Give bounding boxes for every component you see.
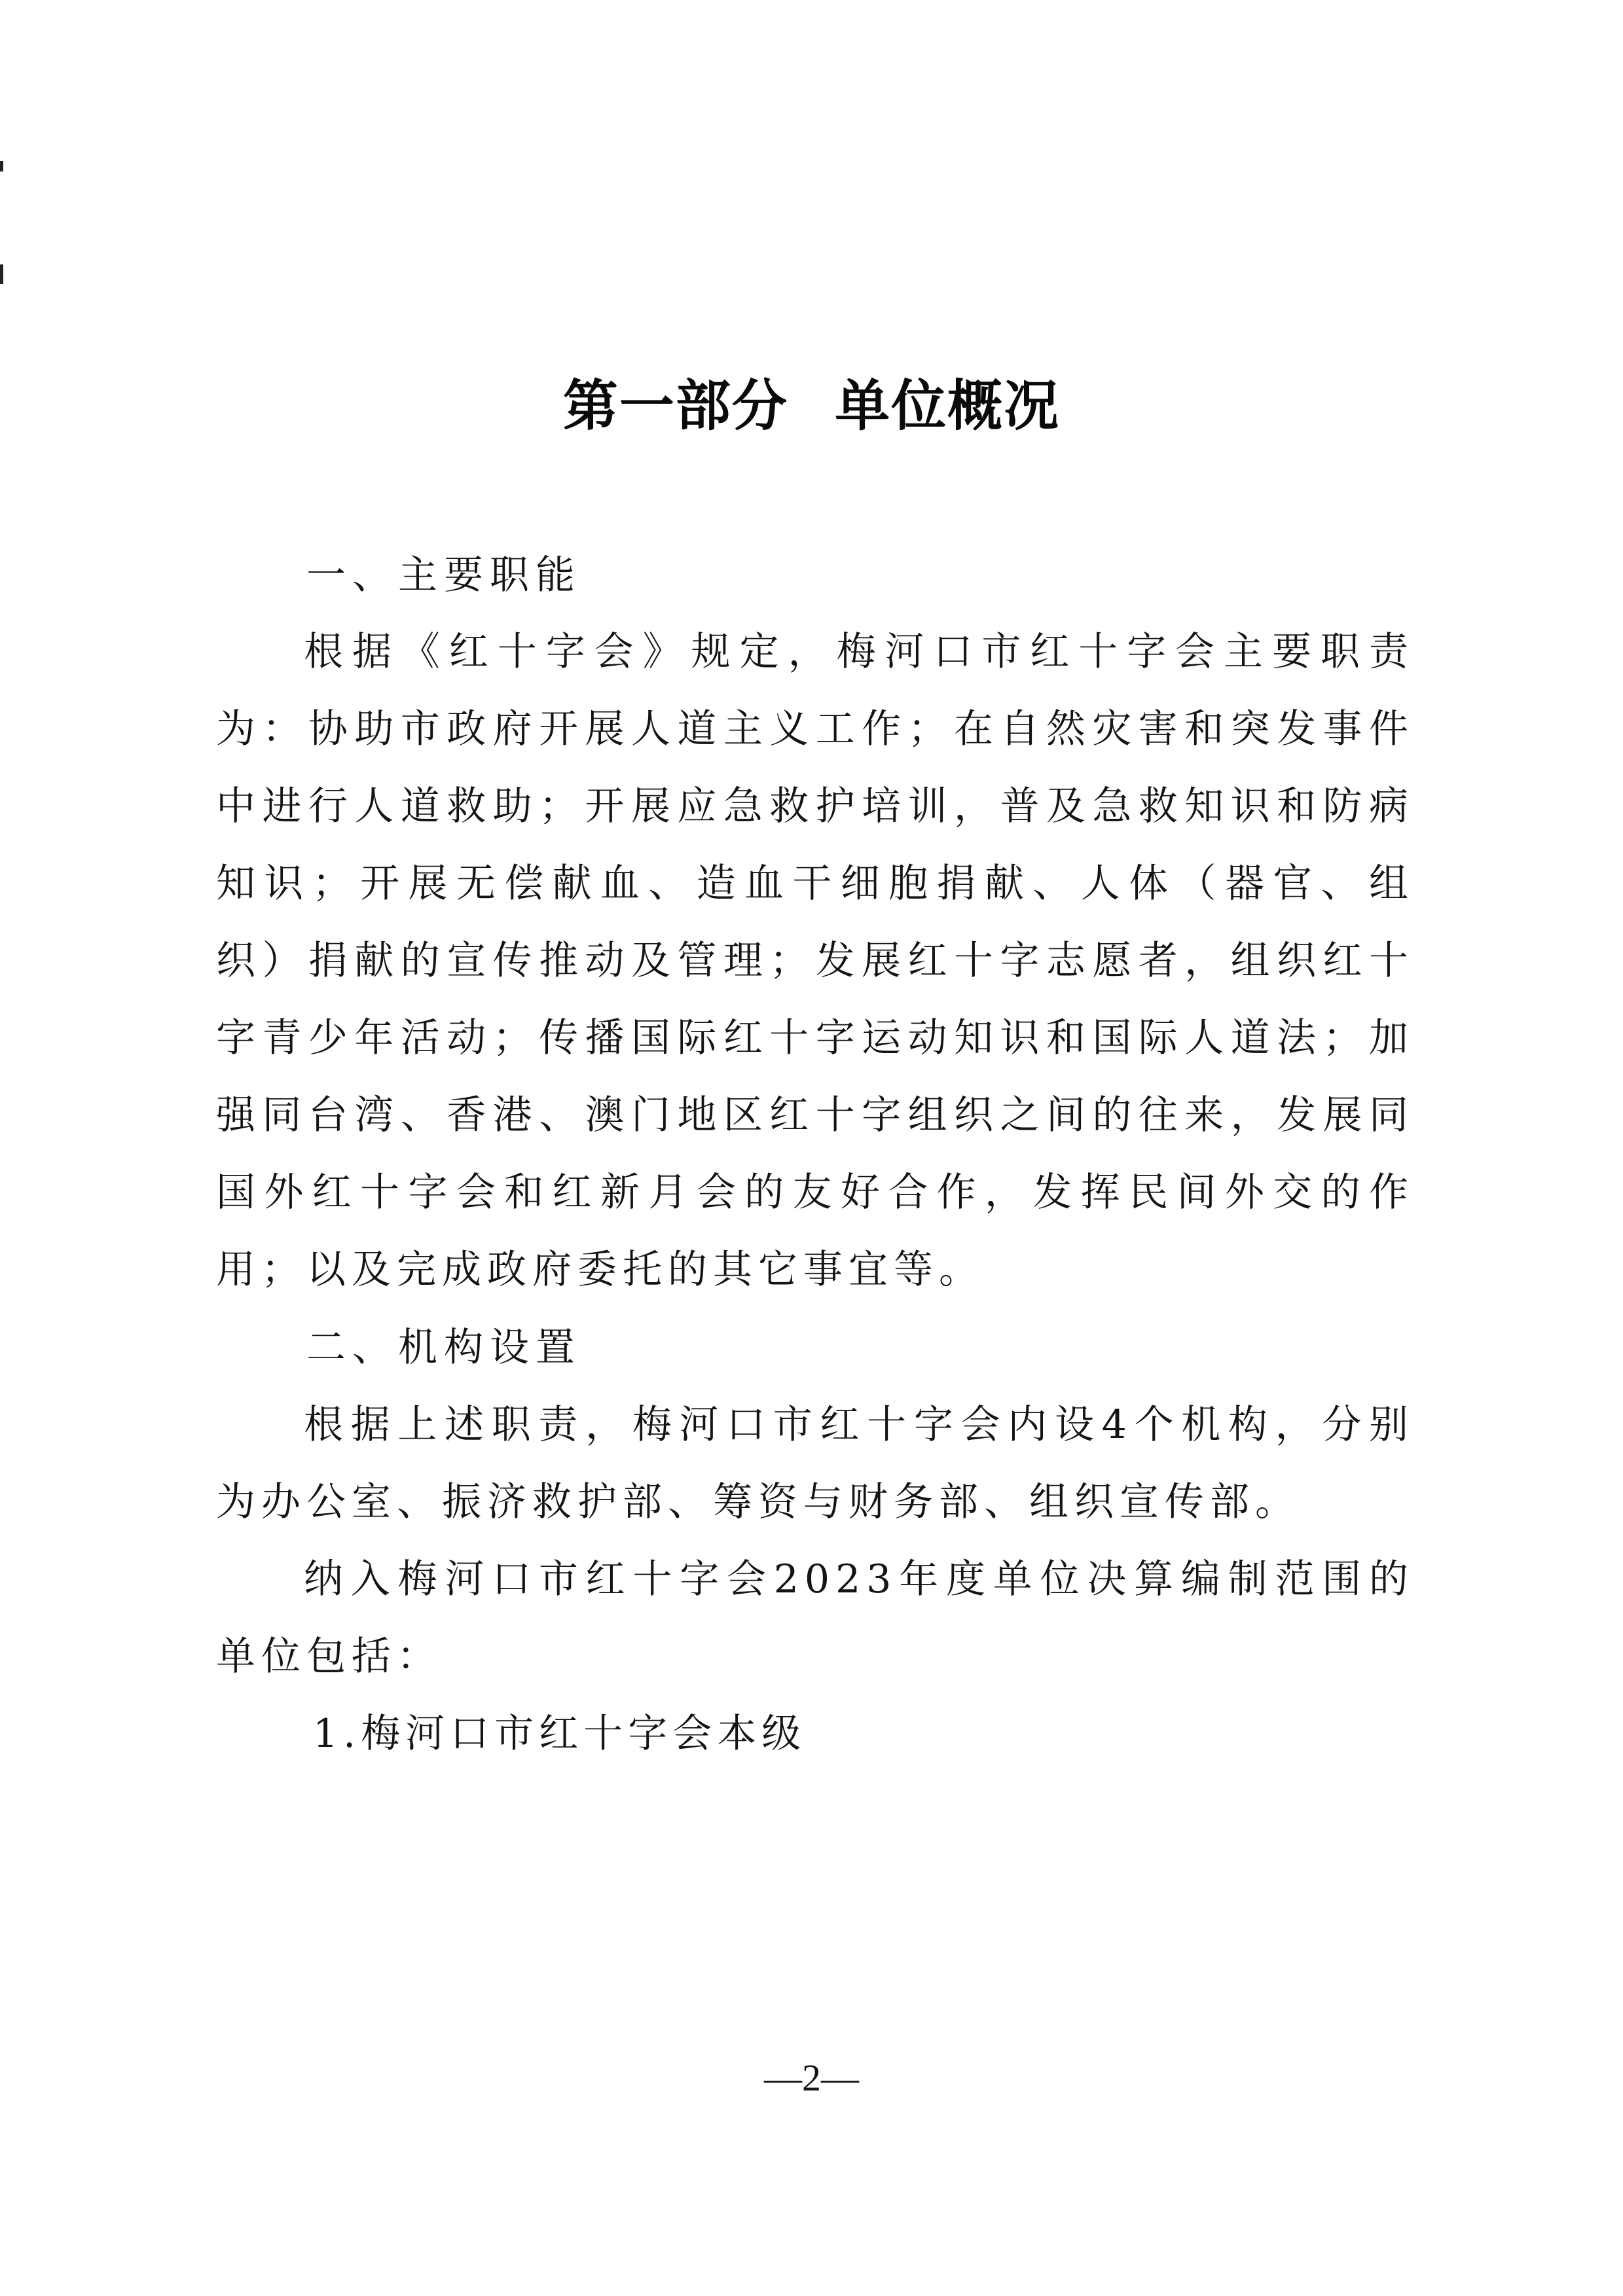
page-number: —2— [764,2056,859,2099]
section-heading-functions: 一、主要职能 [306,552,581,598]
paragraph-organization: 根据上述职责，梅河口市红十字会内设4个机构，分别为办公室、振济救护部、筹资与财务部、组织宣传部。 [216,1402,1414,1525]
paragraph-scope: 纳入梅河口市红十字会2023年度单位决算编制范围的单位包括： [216,1556,1414,1679]
scan-artifact [0,161,3,171]
paragraph-functions: 根据《红十字会》规定，梅河口市红十字会主要职责为：协助市政府开展人道主义工作；在自然灾害和突发事件中进行人道救助；开展应急救护培训，普及急救知识和防病知识；开展无偿献血、造血干细胞捐献、人体（器官、组织）捐献的宣传推动及管理；发展红十字志愿者，组织红十字青少年活动；传播国际红十字运动知识和国际人道法；加强同台湾、香港、澳门地区红十字组织之间的往来，发展同国外红十字会和红新月会的友好合作，发挥民间外交的作用；以及完成政府委托的其它事宜等。 [216,629,1414,1293]
scan-artifact [0,264,3,284]
section-heading-organization: 二、机构设置 [306,1325,581,1371]
page-title: 第一部分 单位概况 [562,374,1061,438]
unit-list-item: 1.梅河口市红十字会本级 [313,1711,807,1757]
